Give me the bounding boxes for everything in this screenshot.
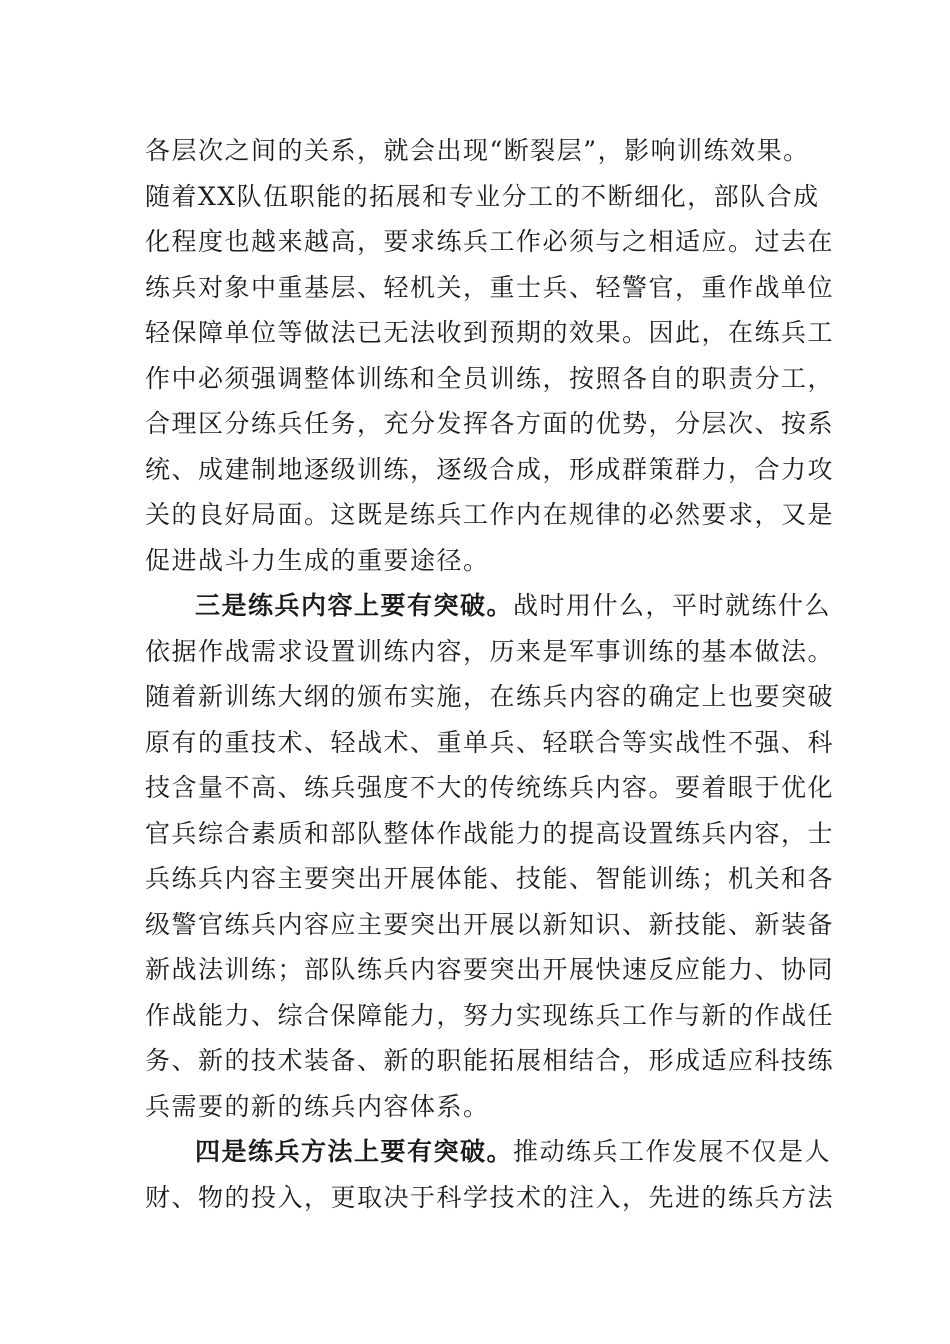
text-line: 随着新训练大纲的颁布实施，在练兵内容的确定上也要突破 [145, 682, 835, 711]
paragraph-heading: 三是练兵内容上要有突破。 [195, 591, 514, 620]
paragraph-3 [145, 1129, 835, 1220]
document-body [145, 128, 835, 1220]
text-line: 作中必须强调整体训练和全员训练，按照各自的职责分工， [145, 363, 835, 393]
text-line: 新战法训练；部队练兵内容要突出开展快速反应能力、协同 [145, 955, 835, 984]
text-line: 随着XX队伍职能的拓展和专业分工的不断细化，部队合成 [145, 181, 820, 211]
text-line: 依据作战需求设置训练内容，历来是军事训练的基本做法。 [145, 636, 835, 666]
text-line: 化程度也越来越高，要求练兵工作必须与之相适应。过去在 [145, 227, 835, 256]
heading-continuation: 战时用什么，平时就练什么 [513, 591, 832, 620]
text-line: 轻保障单位等做法已无法收到预期的效果。因此，在练兵工 [145, 318, 835, 347]
text-line: 作战能力、综合保障能力，努力实现练兵工作与新的作战任 [145, 1000, 835, 1030]
text-line: 关的良好局面。这既是练兵工作内在规律的必然要求，又是 [145, 500, 835, 529]
text-line: 合理区分练兵任务，充分发挥各方面的优势，分层次、按系 [145, 409, 835, 438]
text-line: 级警官练兵内容应主要突出开展以新知识、新技能、新装备 [145, 909, 835, 939]
paragraph-2 [145, 583, 835, 1129]
text-line: 兵需要的新的练兵内容体系。 [145, 1091, 490, 1121]
paragraph-1 [145, 128, 835, 583]
paragraph-heading: 四是练兵方法上要有突破。 [195, 1137, 514, 1166]
text-line: 技含量不高、练兵强度不大的传统练兵内容。要着眼于优化 [145, 773, 835, 802]
text-line: 统、成建制地逐级训练，逐级合成，形成群策群力，合力攻 [145, 454, 835, 484]
text-line: 官兵综合素质和部队整体作战能力的提高设置练兵内容，士 [145, 818, 835, 848]
text-line: 练兵对象中重基层、轻机关，重士兵、轻警官，重作战单位 [145, 272, 835, 302]
paragraph-first-line [145, 1129, 832, 1175]
text-line: 兵练兵内容主要突出开展体能、技能、智能训练；机关和各 [145, 864, 835, 893]
paragraph-first-line [145, 583, 832, 629]
text-line: 财、物的投入，更取决于科学技术的注入，先进的练兵方法 [145, 1182, 835, 1212]
text-line: 促进战斗力生成的重要途径。 [145, 545, 490, 575]
text-line: 各层次之间的关系，就会出现“断裂层”，影响训练效果。 [145, 136, 810, 165]
text-line: 务、新的技术装备、新的职能拓展相结合，形成适应科技练 [145, 1046, 835, 1075]
text-line: 原有的重技术、轻战术、重单兵、轻联合等实战性不强、科 [145, 727, 835, 757]
heading-continuation: 推动练兵工作发展不仅是人 [513, 1137, 832, 1166]
